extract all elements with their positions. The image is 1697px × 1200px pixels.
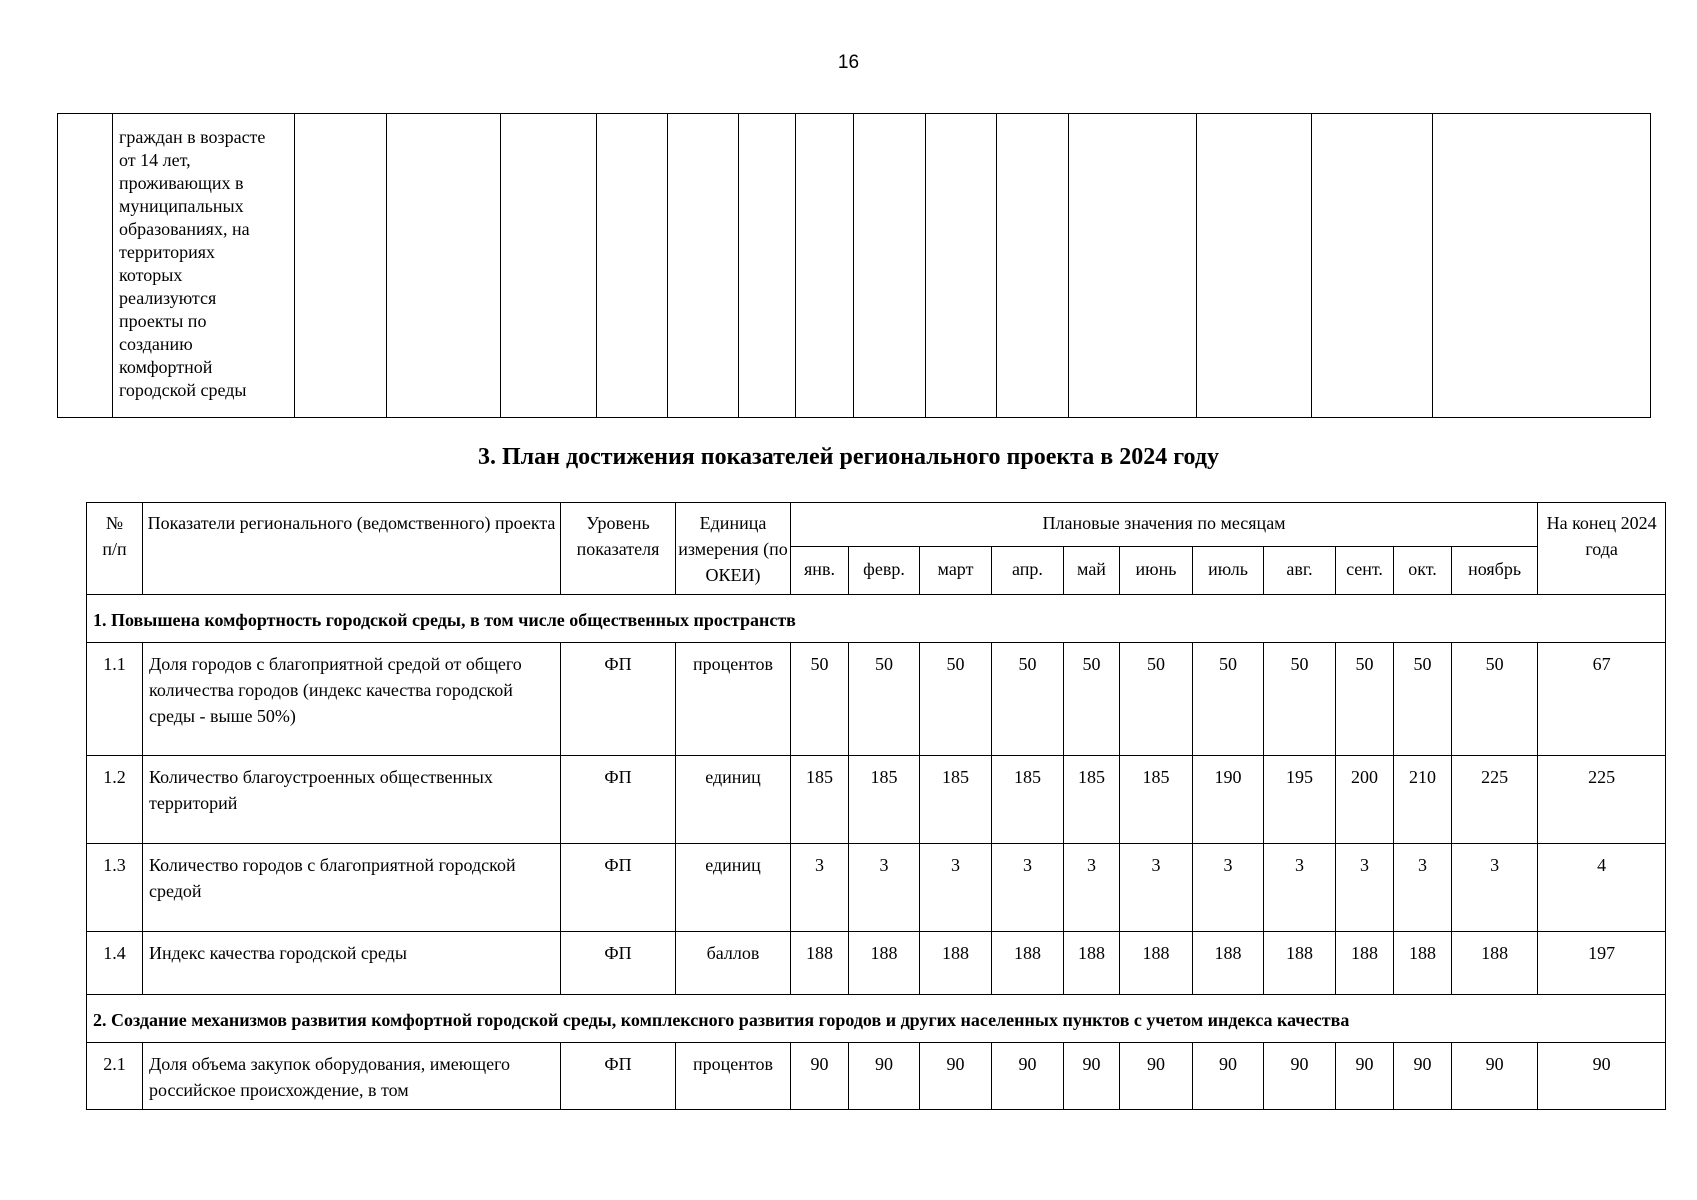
- row-month-value: 185: [1120, 756, 1193, 844]
- cont-cell: [387, 114, 501, 418]
- row-month-value: 200: [1336, 756, 1394, 844]
- row-month-value: 50: [1120, 643, 1193, 756]
- cont-indicator-cell: [113, 114, 295, 418]
- continuation-table: [57, 113, 1651, 418]
- row-month-value: 188: [1264, 932, 1336, 995]
- row-month-value: 210: [1394, 756, 1452, 844]
- row-month-value: 188: [920, 932, 992, 995]
- row-month-value: 50: [1264, 643, 1336, 756]
- row-month-value: 190: [1193, 756, 1264, 844]
- group-row: [87, 995, 1666, 1043]
- row-level: ФП: [561, 756, 676, 844]
- row-year-end-value: 67: [1538, 643, 1666, 756]
- header-indicator: Показатели регионального (ведомственного) проекта: [143, 503, 561, 595]
- row-month-value: 225: [1452, 756, 1538, 844]
- row-indicator-name: Доля городов с благоприятной средой от общего количества городов (индекс качества городской среды - выше 50%): [143, 643, 561, 756]
- header-month: июнь: [1120, 547, 1193, 595]
- row-month-value: 50: [1394, 643, 1452, 756]
- row-month-value: 50: [920, 643, 992, 756]
- row-num: 1.1: [87, 643, 143, 756]
- header-monthly-group: Плановые значения по месяцам: [791, 503, 1538, 547]
- row-month-value: 188: [992, 932, 1064, 995]
- row-num: 1.4: [87, 932, 143, 995]
- header-year-end: На конец 2024 года: [1538, 503, 1666, 595]
- header-month: сент.: [1336, 547, 1394, 595]
- row-month-value: 90: [1120, 1043, 1193, 1110]
- row-month-value: 188: [1193, 932, 1264, 995]
- cont-cell: [796, 114, 854, 418]
- row-month-value: 188: [1336, 932, 1394, 995]
- cont-cell: [739, 114, 796, 418]
- row-unit: баллов: [676, 932, 791, 995]
- row-indicator-name: Количество благоустроенных общественных территорий: [143, 756, 561, 844]
- row-month-value: 195: [1264, 756, 1336, 844]
- row-unit: процентов: [676, 1043, 791, 1110]
- row-month-value: 90: [1064, 1043, 1120, 1110]
- row-year-end-value: 197: [1538, 932, 1666, 995]
- row-month-value: 50: [1336, 643, 1394, 756]
- cont-cell: [997, 114, 1069, 418]
- row-month-value: 50: [791, 643, 849, 756]
- row-num: 1.2: [87, 756, 143, 844]
- header-month: июль: [1193, 547, 1264, 595]
- group-title: 2. Создание механизмов развития комфортной городской среды, комплексного развития городов и других населенных пунктов с учетом индекса качества: [87, 995, 1666, 1043]
- row-year-end-value: 225: [1538, 756, 1666, 844]
- cont-cell: [1069, 114, 1197, 418]
- cont-cell: [1197, 114, 1312, 418]
- row-month-value: 50: [992, 643, 1064, 756]
- row-month-value: 188: [1064, 932, 1120, 995]
- row-month-value: 50: [1193, 643, 1264, 756]
- table-row: [87, 932, 1666, 995]
- row-month-value: 188: [1452, 932, 1538, 995]
- row-month-value: 3: [1120, 844, 1193, 932]
- header-unit: Единица измерения (по ОКЕИ): [676, 503, 791, 595]
- header-month: апр.: [992, 547, 1064, 595]
- header-row-1: [87, 503, 1666, 547]
- row-month-value: 3: [849, 844, 920, 932]
- header-month: янв.: [791, 547, 849, 595]
- row-month-value: 185: [992, 756, 1064, 844]
- row-month-value: 185: [791, 756, 849, 844]
- header-level: Уровень показателя: [561, 503, 676, 595]
- header-num: № п/п: [87, 503, 143, 595]
- header-month: ноябрь: [1452, 547, 1538, 595]
- cont-cell: [58, 114, 113, 418]
- row-month-value: 3: [1193, 844, 1264, 932]
- row-indicator-name: Индекс качества городской среды: [143, 932, 561, 995]
- row-month-value: 3: [791, 844, 849, 932]
- row-month-value: 50: [849, 643, 920, 756]
- row-indicator-name: Доля объема закупок оборудования, имеющего российское происхождение, в том: [143, 1043, 561, 1110]
- row-month-value: 185: [849, 756, 920, 844]
- row-month-value: 50: [1452, 643, 1538, 756]
- row-unit: процентов: [676, 643, 791, 756]
- table-row: [87, 756, 1666, 844]
- row-num: 1.3: [87, 844, 143, 932]
- row-month-value: 3: [1064, 844, 1120, 932]
- table-row: [87, 1043, 1666, 1110]
- row-month-value: 90: [1193, 1043, 1264, 1110]
- row-month-value: 3: [992, 844, 1064, 932]
- cont-cell: [668, 114, 739, 418]
- cont-cell: [295, 114, 387, 418]
- row-unit: единиц: [676, 844, 791, 932]
- page-number: 16: [837, 52, 860, 73]
- row-month-value: 185: [920, 756, 992, 844]
- row-month-value: 3: [920, 844, 992, 932]
- row-level: ФП: [561, 844, 676, 932]
- row-month-value: 90: [1394, 1043, 1452, 1110]
- row-year-end-value: 4: [1538, 844, 1666, 932]
- section-title: 3. План достижения показателей регионального проекта в 2024 году: [478, 444, 1219, 470]
- row-month-value: 188: [849, 932, 920, 995]
- cont-cell: [926, 114, 997, 418]
- header-month: февр.: [849, 547, 920, 595]
- row-level: ФП: [561, 1043, 676, 1110]
- header-month: май: [1064, 547, 1120, 595]
- cont-indicator-text: граждан в возрасте от 14 лет, проживающих в муниципальных образованиях, на территориях которых реализуются проекты по созданию комфортной городской среды: [119, 127, 266, 400]
- row-month-value: 90: [920, 1043, 992, 1110]
- header-month: авг.: [1264, 547, 1336, 595]
- group-title: 1. Повышена комфортность городской среды, в том числе общественных пространств: [87, 595, 1666, 643]
- row-month-value: 188: [1394, 932, 1452, 995]
- header-month: март: [920, 547, 992, 595]
- row-month-value: 185: [1064, 756, 1120, 844]
- row-month-value: 90: [849, 1043, 920, 1110]
- plan-table: [86, 502, 1666, 1110]
- row-level: ФП: [561, 932, 676, 995]
- row-indicator-name: Количество городов с благоприятной городской средой: [143, 844, 561, 932]
- table-row: [87, 844, 1666, 932]
- row-month-value: 3: [1394, 844, 1452, 932]
- cont-cell: [854, 114, 926, 418]
- cont-cell: [597, 114, 668, 418]
- header-month: окт.: [1394, 547, 1452, 595]
- row-unit: единиц: [676, 756, 791, 844]
- row-month-value: 3: [1336, 844, 1394, 932]
- group-row: [87, 595, 1666, 643]
- row-month-value: 188: [1120, 932, 1193, 995]
- row-month-value: 3: [1452, 844, 1538, 932]
- row-month-value: 90: [992, 1043, 1064, 1110]
- row-num: 2.1: [87, 1043, 143, 1110]
- cont-cell: [1433, 114, 1651, 418]
- row-month-value: 90: [1336, 1043, 1394, 1110]
- cont-cell: [1312, 114, 1433, 418]
- row-year-end-value: 90: [1538, 1043, 1666, 1110]
- row-month-value: 50: [1064, 643, 1120, 756]
- row-month-value: 90: [1452, 1043, 1538, 1110]
- table-row: [87, 643, 1666, 756]
- row-month-value: 90: [791, 1043, 849, 1110]
- row-month-value: 188: [791, 932, 849, 995]
- row-level: ФП: [561, 643, 676, 756]
- cont-cell: [501, 114, 597, 418]
- row-month-value: 3: [1264, 844, 1336, 932]
- row-month-value: 90: [1264, 1043, 1336, 1110]
